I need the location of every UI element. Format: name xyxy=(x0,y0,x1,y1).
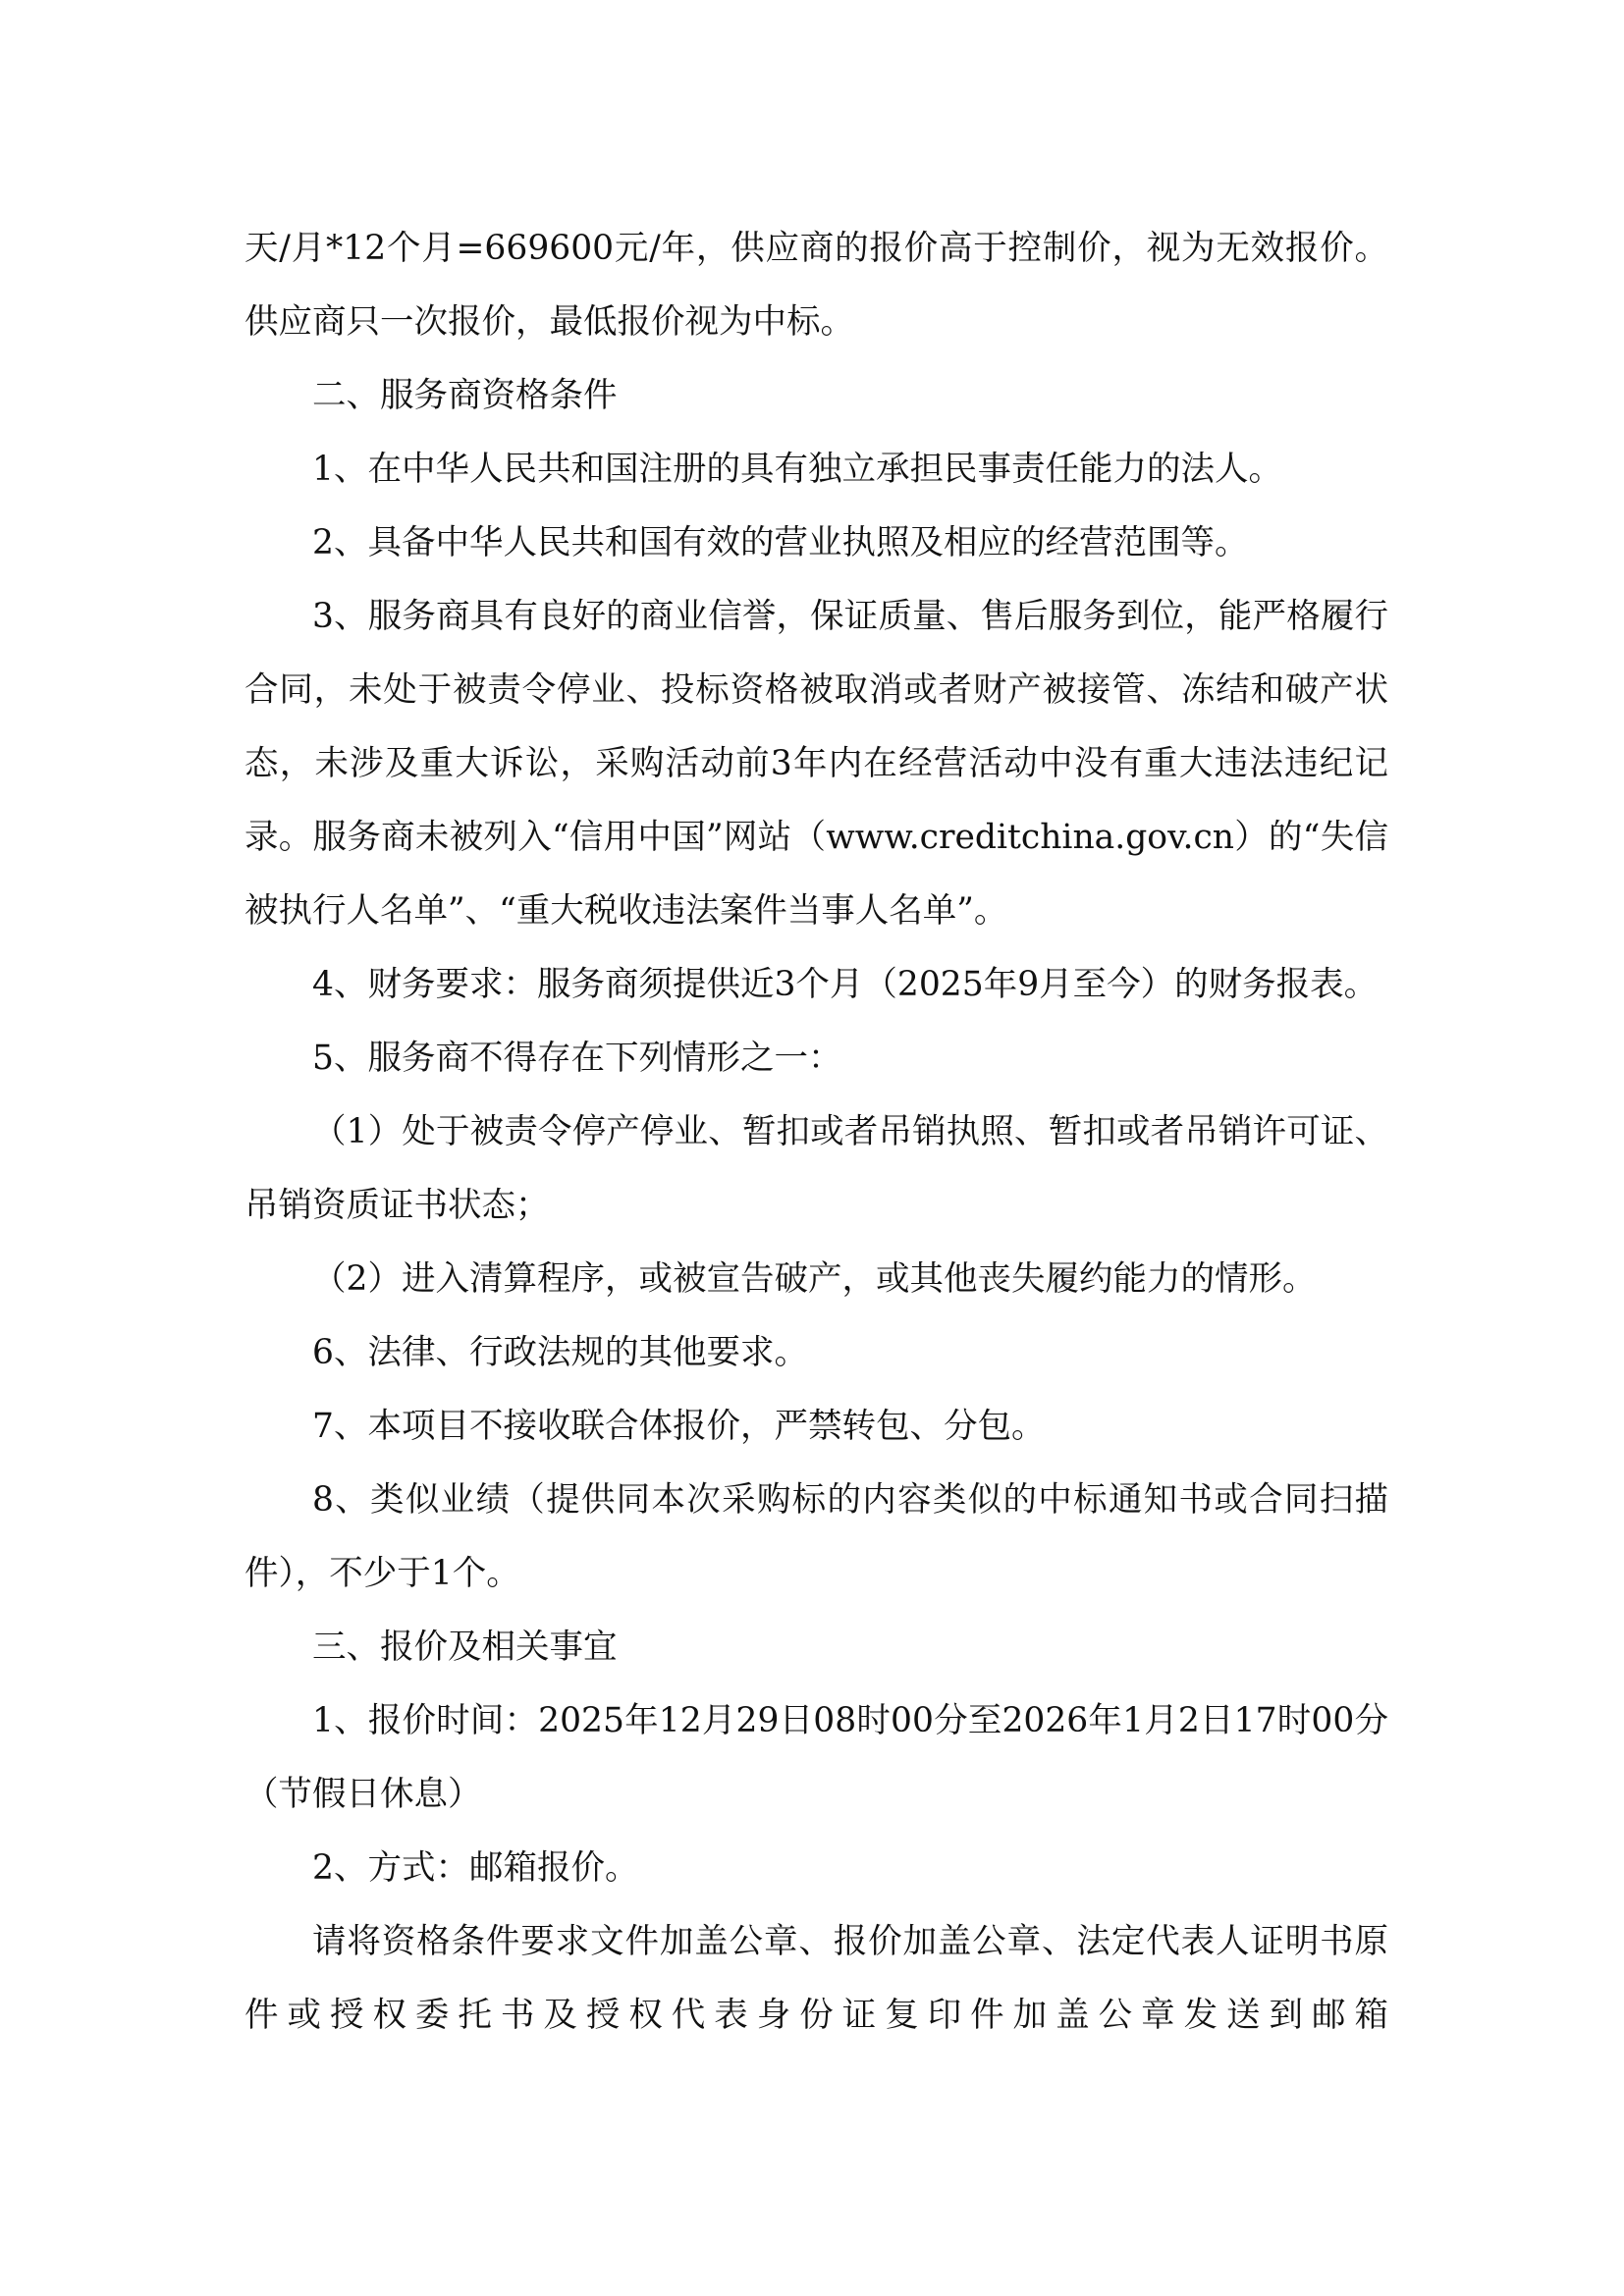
paragraph-qualification-5-item-1: （1）处于被责令停产停业、暂扣或者吊销执照、暂扣或者吊销许可证、吊销资质证书状态； xyxy=(244,1112,1388,1225)
paragraph-qualification-2: 2、具备中华人民共和国有效的营业执照及相应的经营范围等。 xyxy=(312,523,1249,562)
paragraph-qualification-8: 8、类似业绩（提供同本次采购标的内容类似的中标通知书或合同扫描件），不少于1个。 xyxy=(244,1480,1388,1593)
document-body xyxy=(244,212,1388,2053)
paragraph-qualification-3: 3、服务商具有良好的商业信誉，保证质量、售后服务到位，能严格履行合同，未处于被责令停业、投标资格被取消或者财产被接管、冻结和破产状态，未涉及重大诉讼，采购活动前3年内在经营活动中没有重大违法违纪记录。服务商未被列入“信用中国”网站（www.creditchina.gov.cn）的“失信被执行人名单”、“重大税收违法案件当事人名单”。 xyxy=(244,597,1388,931)
paragraph-qualification-5-item-2: （2）进入清算程序，或被宣告破产，或其他丧失履约能力的情形。 xyxy=(312,1259,1317,1299)
section-heading-qualification: 二、服务商资格条件 xyxy=(312,376,618,415)
paragraph-qualification-4: 4、财务要求：服务商须提供近3个月（2025年9月至今）的财务报表。 xyxy=(312,965,1379,1004)
paragraph-price-control: 天/月*12个月=669600元/年，供应商的报价高于控制价，视为无效报价。供应商只一次报价，最低报价视为中标。 xyxy=(244,229,1388,342)
section-heading-quotation: 三、报价及相关事宜 xyxy=(312,1628,618,1667)
paragraph-quotation-time: 1、报价时间：2025年12月29日08时00分至2026年1月2日17时00分（节假日休息） xyxy=(244,1701,1388,1814)
paragraph-submission-instructions: 请将资格条件要求文件加盖公章、报价加盖公章、法定代表人证明书原件或授权委托书及授权代表身份证复印件加盖公章发送到邮箱 xyxy=(244,1922,1388,2035)
paragraph-qualification-7: 7、本项目不接收联合体报价，严禁转包、分包。 xyxy=(312,1407,1046,1446)
paragraph-qualification-6: 6、法律、行政法规的其他要求。 xyxy=(312,1333,808,1372)
paragraph-quotation-method: 2、方式：邮箱报价。 xyxy=(312,1848,639,1888)
paragraph-qualification-5: 5、服务商不得存在下列情形之一： xyxy=(312,1039,842,1078)
paragraph-qualification-1: 1、在中华人民共和国注册的具有独立承担民事责任能力的法人。 xyxy=(312,450,1282,489)
